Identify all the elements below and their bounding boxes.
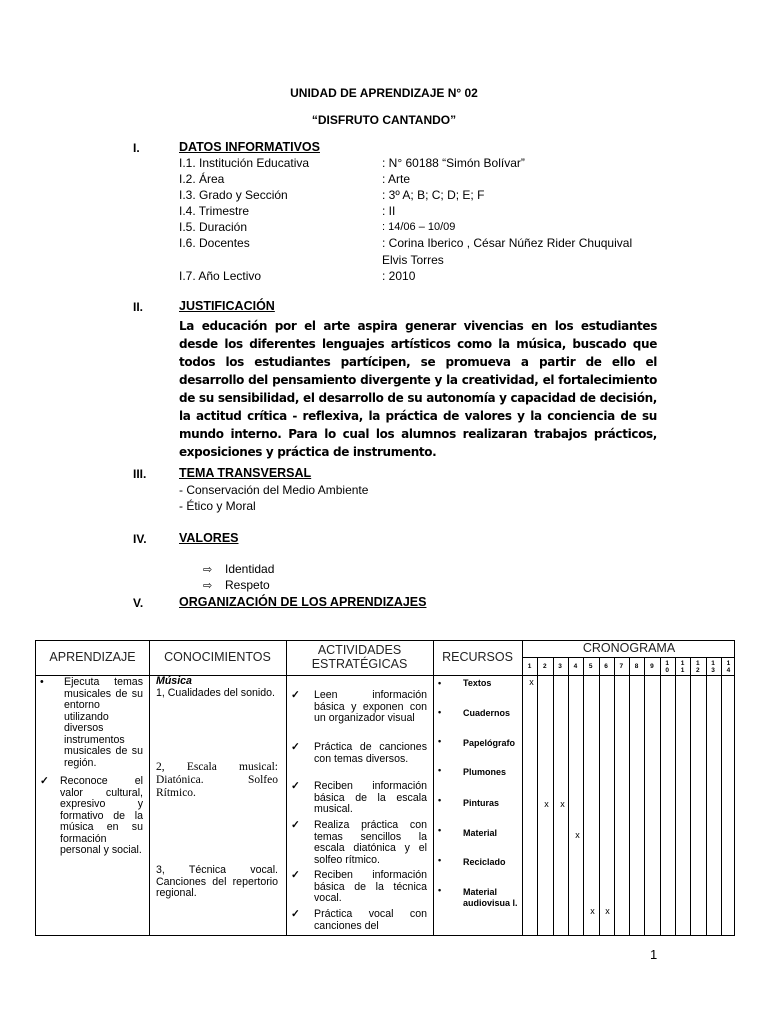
section-number: II. bbox=[133, 300, 144, 314]
bullet-icon: • bbox=[438, 765, 442, 775]
week-column-divider bbox=[644, 657, 645, 935]
unit-subtitle: “DISFRUTO CANTANDO” bbox=[311, 113, 457, 127]
header-conocimientos: CONOCIMIENTOS bbox=[164, 650, 271, 664]
bullet-icon: • bbox=[438, 855, 442, 865]
week-column-divider bbox=[690, 657, 691, 935]
week-label: 7 bbox=[619, 663, 624, 670]
section-heading-datos: DATOS INFORMATIVOS bbox=[179, 140, 320, 154]
header-cronograma: CRONOGRAMA bbox=[582, 641, 676, 655]
checkmark-icon: ✓ bbox=[291, 908, 300, 920]
recurso-item: Pinturas bbox=[463, 798, 500, 808]
actividad-item: Realiza práctica con temas sencillos la escala diatónica y el solfeo rítmico. bbox=[314, 819, 427, 866]
week-column-divider bbox=[583, 657, 584, 935]
week-column-divider bbox=[553, 657, 554, 935]
column-divider bbox=[433, 641, 434, 935]
week-label: 8 bbox=[634, 663, 639, 670]
week-label: 5 bbox=[588, 663, 593, 670]
bullet-icon: • bbox=[438, 736, 442, 746]
cronograma-divider bbox=[522, 657, 734, 658]
aprendizaje-item: Reconoce el valor cultural, expresivo y formativo de la música en su formación personal y social. bbox=[60, 775, 143, 856]
section-heading-organizacion: ORGANIZACIÓN DE LOS APRENDIZAJES bbox=[179, 595, 427, 609]
header-recursos: RECURSOS bbox=[442, 650, 513, 664]
schedule-mark: x bbox=[590, 906, 595, 916]
actividad-item: Práctica vocal con canciones del bbox=[314, 908, 427, 932]
recurso-item: Papelógrafo bbox=[463, 738, 516, 748]
checkmark-icon: ✓ bbox=[291, 741, 300, 753]
week-label: 1 0 bbox=[665, 660, 669, 674]
column-divider bbox=[522, 641, 523, 935]
datos-value: : N° 60188 “Simón Bolívar” bbox=[382, 156, 525, 170]
schedule-mark: x bbox=[544, 799, 549, 809]
week-label: 1 3 bbox=[711, 660, 715, 674]
week-label: 2 bbox=[542, 663, 547, 670]
section-number: IV. bbox=[133, 532, 147, 546]
week-column-divider bbox=[568, 657, 569, 935]
recurso-item: Plumones bbox=[463, 767, 507, 777]
datos-label: I.3. Grado y Sección bbox=[179, 188, 288, 202]
datos-label: I.7. Año Lectivo bbox=[179, 269, 262, 283]
section-heading-justificacion: JUSTIFICACIÓN bbox=[179, 299, 275, 313]
week-label: 1 2 bbox=[695, 660, 700, 674]
document-title: UNIDAD DE APRENDIZAJE N° 02 bbox=[290, 86, 478, 100]
datos-value: : II bbox=[382, 204, 396, 218]
column-divider bbox=[149, 641, 150, 935]
section-heading-tema: TEMA TRANSVERSAL bbox=[179, 466, 312, 480]
week-label: 1 1 bbox=[680, 660, 685, 674]
recurso-item: Reciclado bbox=[463, 857, 506, 867]
datos-label: I.1. Institución Educativa bbox=[179, 156, 310, 170]
arrow-bullet-icon: ⇨ bbox=[203, 564, 213, 576]
bullet-icon: • bbox=[438, 825, 442, 835]
week-label: 1 bbox=[527, 663, 532, 670]
datos-label: I.5. Duración bbox=[179, 220, 248, 234]
bullet-icon: • bbox=[40, 676, 44, 688]
datos-value: : 14/06 – 10/09 bbox=[382, 221, 456, 233]
schedule-mark: x bbox=[529, 677, 534, 687]
actividad-item: Reciben información básica de la técnica vocal. bbox=[314, 869, 427, 904]
section-number: V. bbox=[133, 596, 144, 610]
learning-organization-table bbox=[35, 640, 735, 936]
datos-value: : Arte bbox=[382, 172, 411, 186]
checkmark-icon: ✓ bbox=[291, 780, 300, 792]
week-label: 3 bbox=[558, 663, 562, 670]
section-number: I. bbox=[133, 141, 140, 155]
datos-value: : 2010 bbox=[382, 269, 416, 283]
actividad-item: Práctica de canciones con temas diversos. bbox=[314, 741, 427, 765]
header-estrategicas: ESTRATÉGICAS bbox=[311, 657, 408, 671]
week-label: 6 bbox=[604, 663, 608, 670]
header-actividades: ACTIVIDADES bbox=[317, 643, 402, 657]
valor-item: Identidad bbox=[225, 562, 275, 576]
recurso-item: Cuadernos bbox=[463, 708, 511, 718]
schedule-mark: x bbox=[605, 906, 610, 916]
checkmark-icon: ✓ bbox=[40, 775, 49, 787]
bullet-icon: • bbox=[438, 707, 442, 717]
conocimiento-item: 1, Cualidades del sonido. bbox=[156, 687, 275, 699]
checkmark-icon: ✓ bbox=[291, 689, 300, 701]
week-column-divider bbox=[675, 657, 676, 935]
schedule-mark: x bbox=[575, 830, 580, 840]
bullet-icon: • bbox=[438, 795, 442, 805]
header-aprendizaje: APRENDIZAJE bbox=[49, 650, 136, 664]
schedule-mark: x bbox=[560, 799, 565, 809]
actividad-item: Reciben información básica de la escala musical. bbox=[314, 780, 427, 815]
recurso-item: Material bbox=[463, 828, 498, 838]
datos-label: I.6. Docentes bbox=[179, 236, 250, 250]
tema-item: - Ético y Moral bbox=[179, 499, 256, 513]
week-column-divider bbox=[660, 657, 661, 935]
week-column-divider bbox=[599, 657, 600, 935]
datos-label: I.4. Trimestre bbox=[179, 204, 250, 218]
bullet-icon: • bbox=[438, 885, 442, 895]
recurso-item: Textos bbox=[463, 678, 492, 688]
arrow-bullet-icon: ⇨ bbox=[203, 580, 213, 592]
justificacion-paragraph: La educación por el arte aspira generar vivencias en los estudiantes desde los diferentes lenguajes artísticos como la música, buscado que todos los estudiantes partícipen, se promueva a partir de ello el desarrollo del pensamiento divergente y la creatividad, el fortalecimiento de su sensibilidad, el desarrollo de su autonomía y capacidad de decisión, la actitud crítica - reflexiva, la práctica de valores y la conciencia de su mundo interno. Para lo cual los alumnos realizaran trabajos prácticos, exposiciones y práctica de instrumento. bbox=[179, 319, 657, 459]
conocimiento-item: 2, Escala musical: Diatónica. Solfeo Rítmico. bbox=[156, 761, 278, 799]
week-label: 9 bbox=[650, 663, 654, 670]
checkmark-icon: ✓ bbox=[291, 869, 300, 881]
bullet-icon: • bbox=[438, 678, 442, 688]
tema-item: - Conservación del Medio Ambiente bbox=[179, 483, 369, 497]
recurso-item: Material audiovisua l. bbox=[463, 887, 518, 908]
conocimiento-item: 3, Técnica vocal. Canciones del repertorio regional. bbox=[156, 864, 278, 899]
week-column-divider bbox=[629, 657, 630, 935]
week-column-divider bbox=[721, 657, 722, 935]
section-number: III. bbox=[133, 467, 147, 481]
aprendizaje-item: Ejecuta temas musicales de su entorno utilizando diversos instrumentos musicales de su región. bbox=[64, 676, 143, 769]
datos-value: : 3º A; B; C; D; E; F bbox=[382, 188, 485, 202]
actividad-item: Leen información básica y exponen con un organizador visual bbox=[314, 689, 427, 724]
week-column-divider bbox=[706, 657, 707, 935]
week-label: 4 bbox=[573, 663, 578, 670]
valor-item: Respeto bbox=[225, 578, 270, 592]
column-divider bbox=[286, 641, 287, 935]
page-number: 1 bbox=[650, 947, 658, 962]
week-label: 1 4 bbox=[726, 660, 731, 674]
week-column-divider bbox=[614, 657, 615, 935]
datos-value: : Corina Iberico , César Núñez Rider Chuquival bbox=[382, 236, 633, 250]
section-heading-valores: VALORES bbox=[179, 531, 239, 545]
conocimientos-heading: Música bbox=[156, 675, 192, 687]
week-column-divider bbox=[537, 657, 538, 935]
checkmark-icon: ✓ bbox=[291, 819, 300, 831]
datos-value: Elvis Torres bbox=[382, 253, 444, 267]
datos-label: I.2. Área bbox=[179, 172, 225, 186]
